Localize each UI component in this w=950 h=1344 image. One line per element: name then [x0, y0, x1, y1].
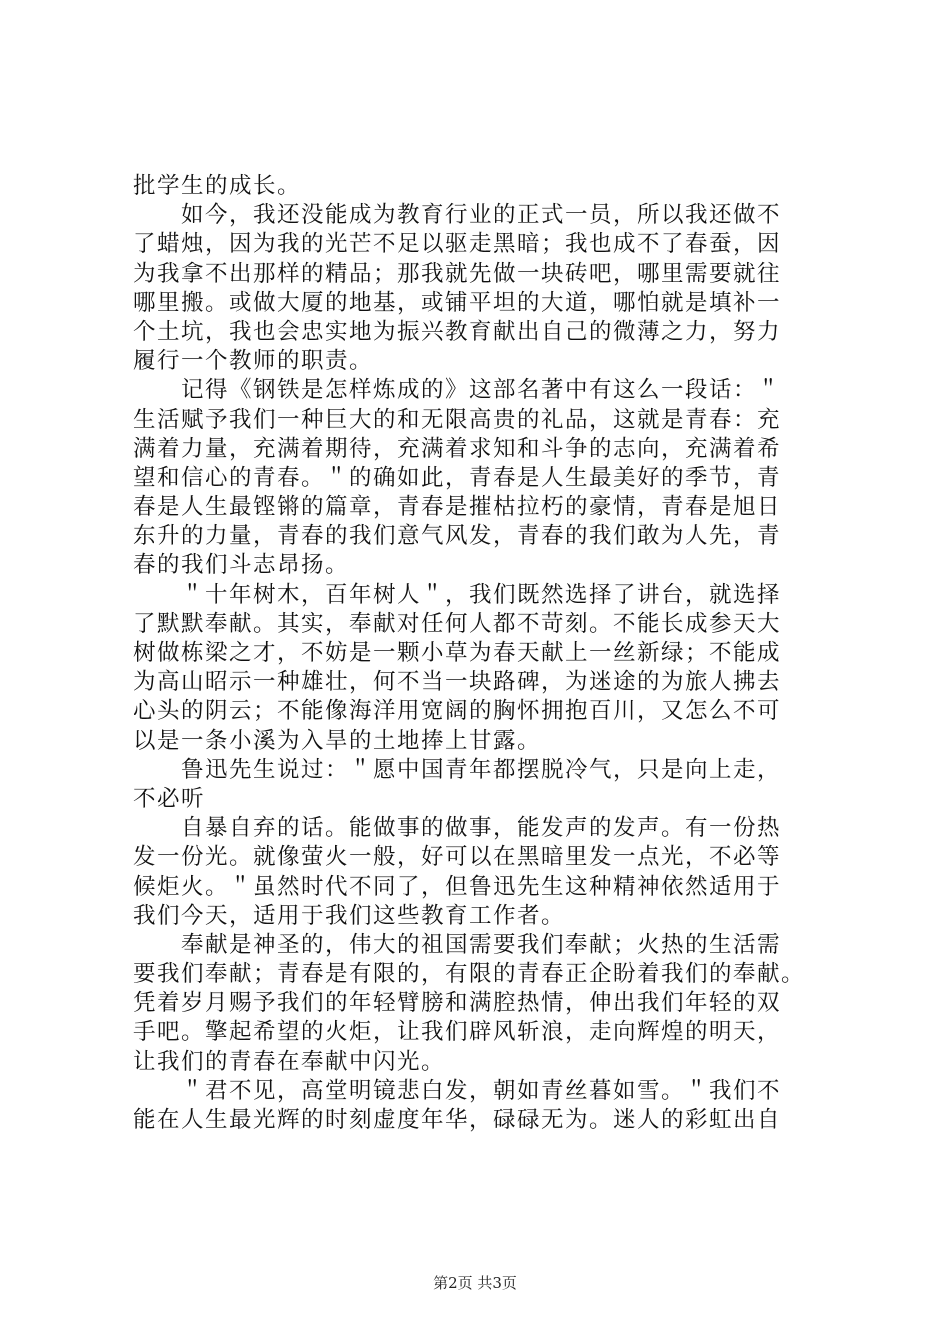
text-line: 发一份光。就像萤火一般，好可以在黑暗里发一点光，不必等: [133, 844, 782, 871]
text-line: 以是一条小溪为入旱的土地捧上甘露。: [133, 727, 542, 754]
text-line: 满着力量，充满着期待，充满着求知和斗争的志向，充满着希: [133, 435, 782, 462]
text-line: 候炬火。＂虽然时代不同了，但鲁迅先生这种精神依然适用于: [133, 873, 782, 900]
text-line: 奉献是神圣的，伟大的祖国需要我们奉献；火热的生活需: [133, 931, 782, 958]
text-line: 了蜡烛，因为我的光芒不足以驱走黑暗；我也成不了春蚕，因: [133, 231, 782, 258]
text-line: 自暴自弃的话。能做事的做事，能发声的发声。有一份热: [133, 815, 782, 842]
text-line: 春的我们斗志昂扬。: [133, 552, 350, 579]
text-line: ＂十年树木，百年树人＂，我们既然选择了讲台，就选择: [133, 581, 782, 608]
text-line: 个土坑，我也会忠实地为振兴教育献出自己的微薄之力，努力: [133, 318, 782, 345]
text-line: 不必听: [133, 785, 206, 812]
text-line: 让我们的青春在奉献中闪光。: [133, 1048, 446, 1075]
text-line: 要我们奉献；青春是有限的，有限的青春正企盼着我们的奉献。: [133, 961, 806, 988]
text-line: 手吧。擎起希望的火炬，让我们辟风斩浪，走向辉煌的明天，: [133, 1019, 782, 1046]
text-line: 记得《钢铁是怎样炼成的》这部名著中有这么一段话：＂: [133, 377, 782, 404]
page-number-footer: 第2页 共3页: [433, 1274, 517, 1292]
text-line: 望和信心的青春。＂的确如此，青春是人生最美好的季节，青: [133, 464, 782, 491]
text-line: 批学生的成长。: [133, 173, 302, 199]
text-line: 东升的力量，青春的我们意气风发，青春的我们敢为人先，青: [133, 523, 782, 550]
text-line: 鲁迅先生说过：＂愿中国青年都摆脱冷气，只是向上走，: [133, 756, 782, 783]
text-line: 心头的阴云；不能像海洋用宽阔的胸怀拥抱百川，又怎么不可: [133, 698, 782, 725]
text-line: 能在人生最光辉的时刻虚度年华，碌碌无为。迷人的彩虹出自: [133, 1107, 782, 1133]
text-line: 为高山昭示一种雄壮，何不当一块路碑，为迷途的为旅人拂去: [133, 669, 782, 696]
text-line: 如今，我还没能成为教育行业的正式一员，所以我还做不: [133, 202, 782, 229]
text-line: 了默默奉献。其实，奉献对任何人都不苛刻。不能长成参天大: [133, 610, 782, 637]
text-line: 我们今天，适用于我们这些教育工作者。: [133, 902, 566, 929]
text-line: 凭着岁月赐予我们的年轻臂膀和满腔热情，伸出我们年轻的双: [133, 990, 782, 1017]
text-line: 为我拿不出那样的精品；那我就先做一块砖吧，哪里需要就往: [133, 260, 782, 287]
text-line: 履行一个教师的职责。: [133, 348, 374, 375]
text-line: 哪里搬。或做大厦的地基，或铺平坦的大道，哪怕就是填补一: [133, 289, 782, 316]
text-line: ＂君不见，高堂明镜悲白发，朝如青丝暮如雪。＂我们不: [133, 1077, 782, 1104]
document-body: [133, 172, 853, 1135]
text-line: 树做栋梁之才，不妨是一颗小草为春天献上一丝新绿；不能成: [133, 640, 782, 666]
text-line: 春是人生最铿锵的篇章，青春是摧枯拉朽的豪情，青春是旭日: [133, 494, 782, 521]
text-line: 生活赋予我们一种巨大的和无限高贵的礼品，这就是青春：充: [133, 406, 782, 433]
